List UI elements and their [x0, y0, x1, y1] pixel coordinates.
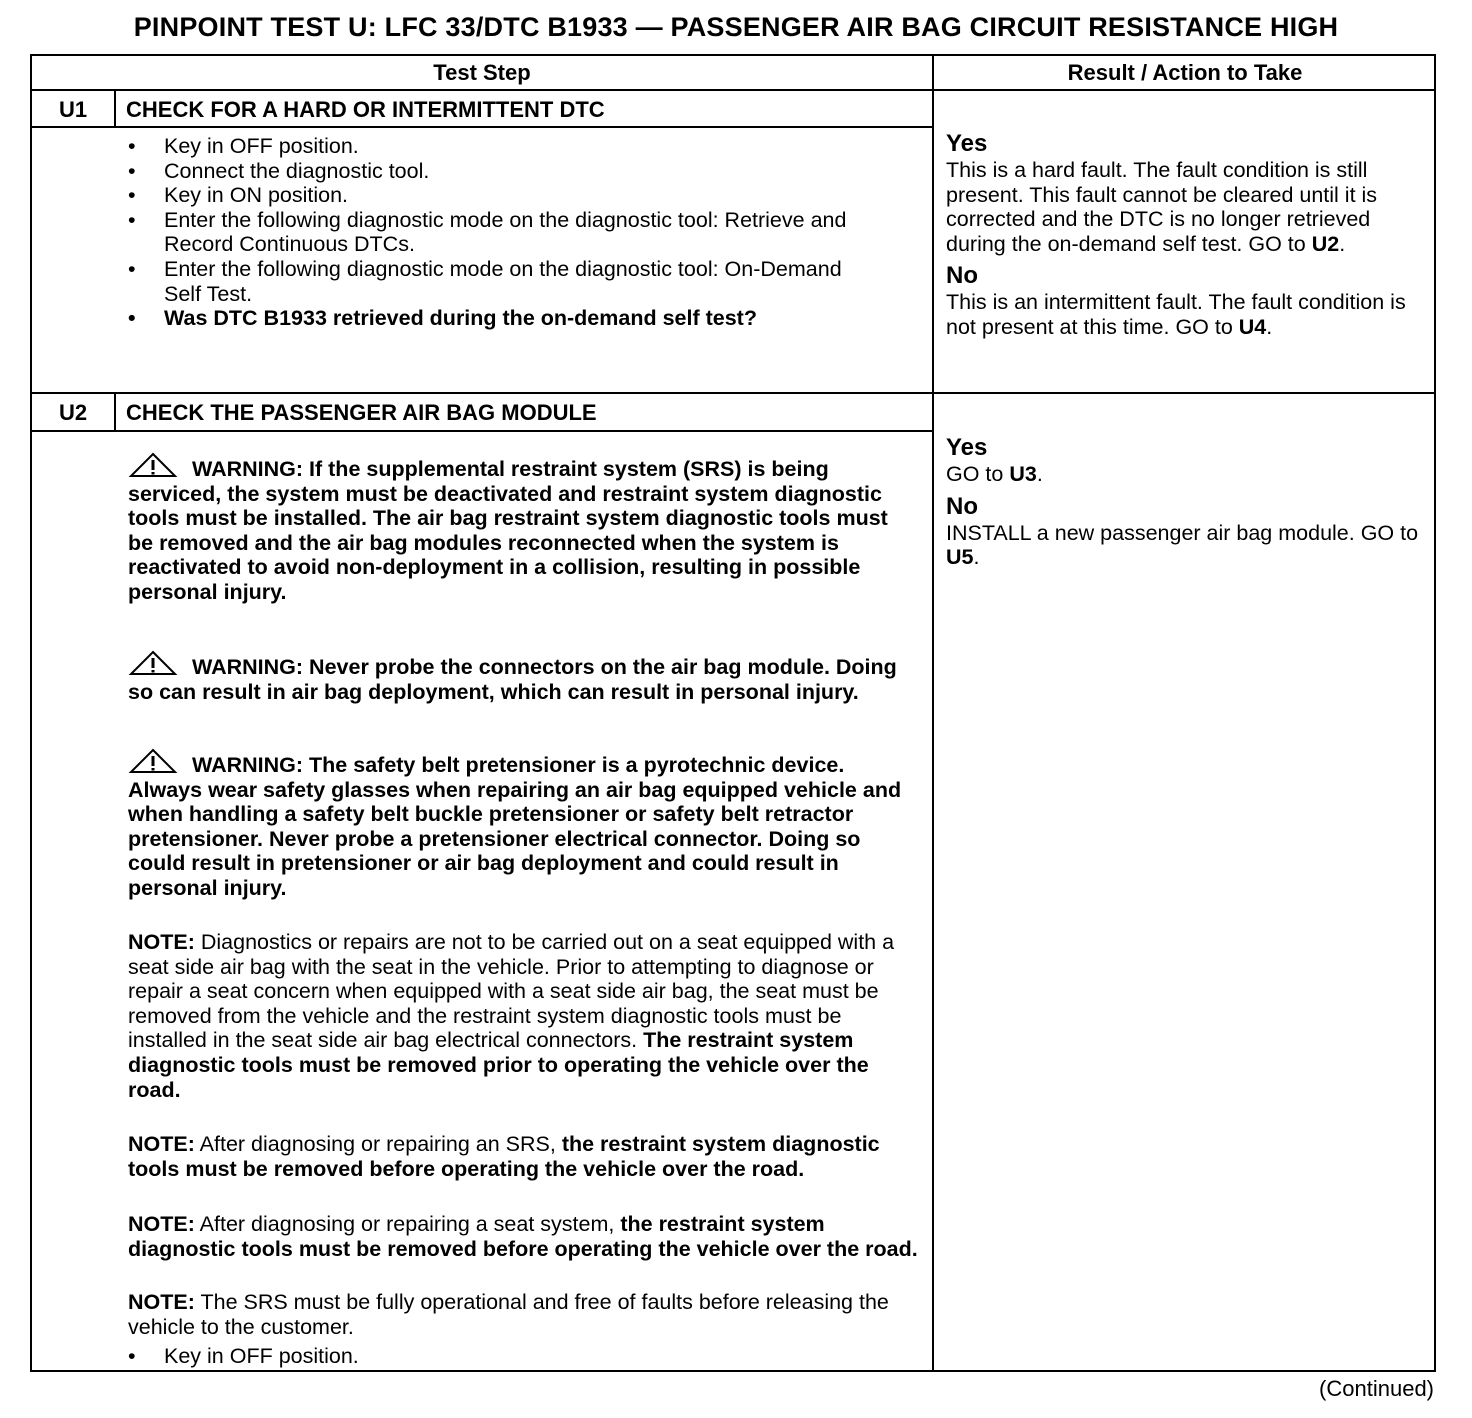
warning-srs-text: WARNING: If the supplemental restraint system (SRS) is being serviced, the system must be deactivated and restraint system diagnostic tools must be installed. The air bag restraint system diagnostic tools must be removed and the air bag modules reconnected when the system is reactivated to avoid non-deployment in a collision, resulting in possible personal injury.	[128, 457, 888, 604]
note-text: The SRS must be fully operational and free of faults before releasing the vehicle to the customer.	[128, 1290, 889, 1339]
note-label: NOTE:	[128, 1212, 195, 1236]
warning-probe-text: WARNING: Never probe the connectors on the air bag module. Doing so can result in air bag deployment, which can result in personal injury.	[128, 655, 897, 704]
u2-no-label: No	[946, 492, 978, 520]
u1-result: Yes This is a hard fault. The fault condition is still present. This fault cannot be cleared until it is corrected and the DTC is no longer retrieved during the on-demand self test. GO to U2. No This is an intermittent fault. The fault condition is not present at this time. GO to U4.	[946, 130, 1430, 346]
note-label: NOTE:	[128, 1132, 195, 1156]
list-item: • Connect the diagnostic tool.	[128, 159, 848, 184]
note-bold-text: The restraint system diagnostic tools must be removed prior to operating the vehicle over the road.	[128, 1028, 869, 1102]
list-item: • Enter the following diagnostic mode on the diagnostic tool: On-Demand Self Test.	[128, 257, 848, 306]
step-id-u2: U2	[58, 400, 88, 425]
warning-pretensioner	[128, 748, 908, 901]
list-item: • Key in ON position.	[128, 183, 848, 208]
u2-yes-label: Yes	[946, 434, 988, 461]
header-test-step: Test Step	[433, 60, 531, 85]
header-result: Result / Action to Take	[1067, 60, 1303, 85]
note-text: After diagnosing or repairing a seat system,	[194, 1212, 621, 1236]
u2-title-divider	[32, 430, 934, 432]
u1-title-divider	[32, 126, 934, 128]
u1-no-text: This is an intermittent fault. The fault condition is not present at this time. GO to	[946, 290, 1406, 339]
row-divider-u1-u2	[32, 392, 1436, 394]
warning-probe	[128, 650, 908, 704]
pinpoint-test-table	[30, 54, 1436, 1372]
u2-yes-goto: U3	[1009, 462, 1037, 486]
list-item-question: • Was DTC B1933 retrieved during the on-demand self test?	[128, 306, 848, 331]
note-label: NOTE:	[128, 1290, 195, 1314]
note-after-srs	[128, 1132, 918, 1181]
note-bold-text: the restraint system diagnostic tools must be removed before operating the vehicle over the road.	[128, 1132, 880, 1181]
warning-srs	[128, 452, 908, 605]
note-bold-text: the restraint system diagnostic tools must be removed before operating the vehicle over the road.	[128, 1212, 918, 1261]
note-label: NOTE:	[128, 930, 195, 954]
list-item: • Key in OFF position.	[128, 134, 848, 159]
list-item: • Enter the following diagnostic mode on the diagnostic tool: Retrieve and Record Continuous DTCs.	[128, 208, 848, 257]
page-title: PINPOINT TEST U: LFC 33/DTC B1933 — PASSENGER AIR BAG CIRCUIT RESISTANCE HIGH	[133, 12, 1339, 42]
note-text: Diagnostics or repairs are not to be carried out on a seat equipped with a seat side air bag with the seat in the vehicle. Prior to attempting to diagnose or repair a seat concern when equipped with a seat side air bag, the seat must be removed from the vehicle and the restraint system diagnostic tools must be installed in the seat side air bag electrical connectors.	[128, 930, 895, 1053]
u2-steps-list	[128, 1344, 848, 1369]
u1-steps-list	[128, 134, 848, 331]
u1-yes-goto: U2	[1311, 231, 1340, 256]
list-item: • Key in OFF position.	[128, 1344, 848, 1369]
note-after-seat	[128, 1212, 918, 1261]
u1-no-label: No	[946, 262, 978, 290]
u2-yes-text: GO to	[946, 462, 1010, 486]
note-seat-side-airbag	[128, 930, 918, 1102]
continued-label: (Continued)	[1319, 1376, 1434, 1401]
u2-result: Yes GO to U3. No INSTALL a new passenger air bag module. GO to U5.	[946, 434, 1430, 576]
u2-no-goto: U5	[946, 545, 974, 570]
note-text: After diagnosing or repairing an SRS,	[194, 1132, 562, 1156]
warning-triangle-icon	[128, 748, 178, 774]
warning-pretensioner-text: WARNING: The safety belt pretensioner is a pyrotechnic device. Always wear safety glasses when repairing an air bag equipped vehicle and when handling a safety belt buckle pretensioner or safety belt retractor pretensioner. Never probe a pretensioner electrical connector. Doing so could result in pretensioner or air bag deployment and could result in personal injury.	[128, 753, 902, 900]
u1-yes-text: This is a hard fault. The fault condition is still present. This fault cannot be cleared until it is corrected and the DTC is no longer retrieved during the on-demand self test. GO to	[946, 158, 1378, 256]
header-divider	[32, 89, 1436, 91]
warning-triangle-icon	[128, 452, 178, 478]
u2-no-text: INSTALL a new passenger air bag module. GO to	[946, 520, 1419, 545]
note-srs-operational	[128, 1290, 918, 1339]
u1-yes-label: Yes	[946, 130, 988, 157]
step-title-u1: CHECK FOR A HARD OR INTERMITTENT DTC	[126, 97, 605, 122]
u1-no-goto: U4	[1238, 314, 1267, 339]
column-divider	[932, 56, 934, 1372]
step-title-u2: CHECK THE PASSENGER AIR BAG MODULE	[126, 400, 597, 425]
u2-id-divider	[114, 392, 116, 430]
warning-triangle-icon	[128, 650, 178, 676]
step-id-u1: U1	[58, 97, 88, 122]
u1-id-divider	[114, 89, 116, 127]
